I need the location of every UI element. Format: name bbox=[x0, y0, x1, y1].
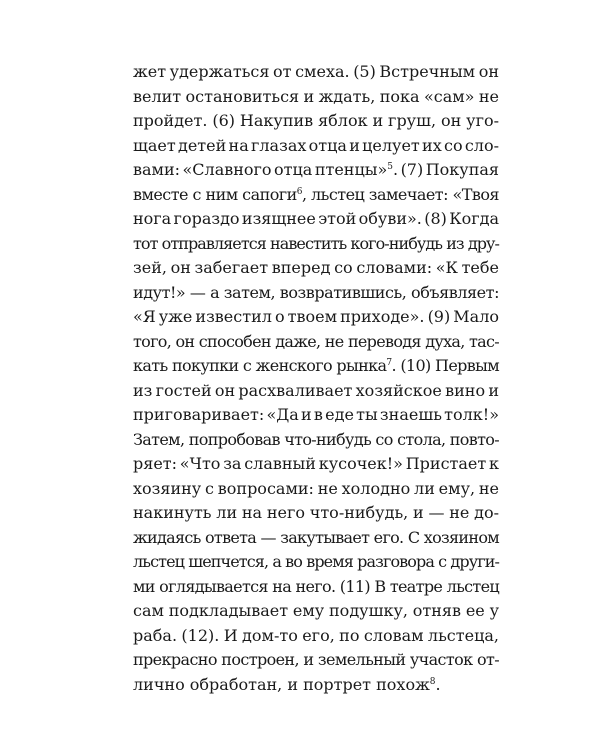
footnote-marker: 6 bbox=[296, 186, 302, 197]
text-line: раба. (12). И дом-то его, по словам льстеца, bbox=[133, 625, 499, 645]
text-line: ми оглядывается на него. (11) В театре льстец bbox=[133, 576, 499, 596]
footnote-marker: 7 bbox=[386, 358, 392, 368]
body-text bbox=[133, 60, 499, 697]
text-line: из гостей он расхваливает хозяйское вино и bbox=[133, 380, 499, 400]
text-line: пройдет. (6) Накупив яблок и груш, он уго- bbox=[133, 111, 499, 130]
footnote-marker: 5 bbox=[387, 162, 394, 172]
text-line: вами: «Славного отца птенцы»$^5$. (7) Покупая bbox=[133, 160, 499, 179]
text-line: льстец шепчется, а во время разговора с други- bbox=[133, 552, 499, 571]
text-line: жидаясь ответа — закутывает его. С хозяином bbox=[133, 527, 499, 547]
text-line: велит остановиться и ждать, пока «сам» не bbox=[133, 86, 500, 106]
text-line: кать покупки с женского рынка$^7$. (10) Первым bbox=[133, 356, 500, 375]
text-line: «Я уже известил о твоем приходе». (9) Мало bbox=[133, 307, 500, 326]
text-line: приговаривает: «Да и в еде ты знаешь толк!» bbox=[133, 405, 499, 424]
text-line: прекрасно построен, и земельный участок от- bbox=[133, 650, 500, 669]
text-line: вместе с ним сапоги$^6$, льстец замечает: «Твоя bbox=[133, 184, 499, 204]
text-line: щает детей на глазах отца и целует их со сло- bbox=[133, 135, 500, 155]
text-line: жет удержаться от смеха. (5) Встречным он bbox=[133, 62, 500, 81]
text-line: тот отправляется навестить кого-нибудь из дру- bbox=[133, 233, 499, 253]
text-line: идут!» — а затем, возвратившись, объявляет: bbox=[133, 282, 500, 302]
text-line: лично обработан, и портрет похож$^8$. bbox=[133, 674, 441, 694]
footnote-marker: 8 bbox=[429, 676, 436, 687]
text-line: зей, он забегает вперед со словами: «К тебе bbox=[133, 258, 499, 277]
text-line: сам подкладывает ему подушку, отняв ее у bbox=[133, 601, 499, 620]
text-line: того, он способен даже, не переводя духа, тас- bbox=[133, 331, 500, 351]
text-line: нога гораздо изящнее этой обуви». (8) Когда bbox=[133, 209, 499, 228]
text-line: Затем, попробовав что-нибудь со стола, повто- bbox=[133, 429, 500, 449]
text-line: хозяину с вопросами: не холодно ли ему, не bbox=[133, 478, 499, 498]
text-line: ряет: «Что за славный кусочек!» Пристает к bbox=[133, 454, 499, 473]
text-line: накинуть ли на него что-нибудь, и — не до- bbox=[133, 503, 499, 522]
